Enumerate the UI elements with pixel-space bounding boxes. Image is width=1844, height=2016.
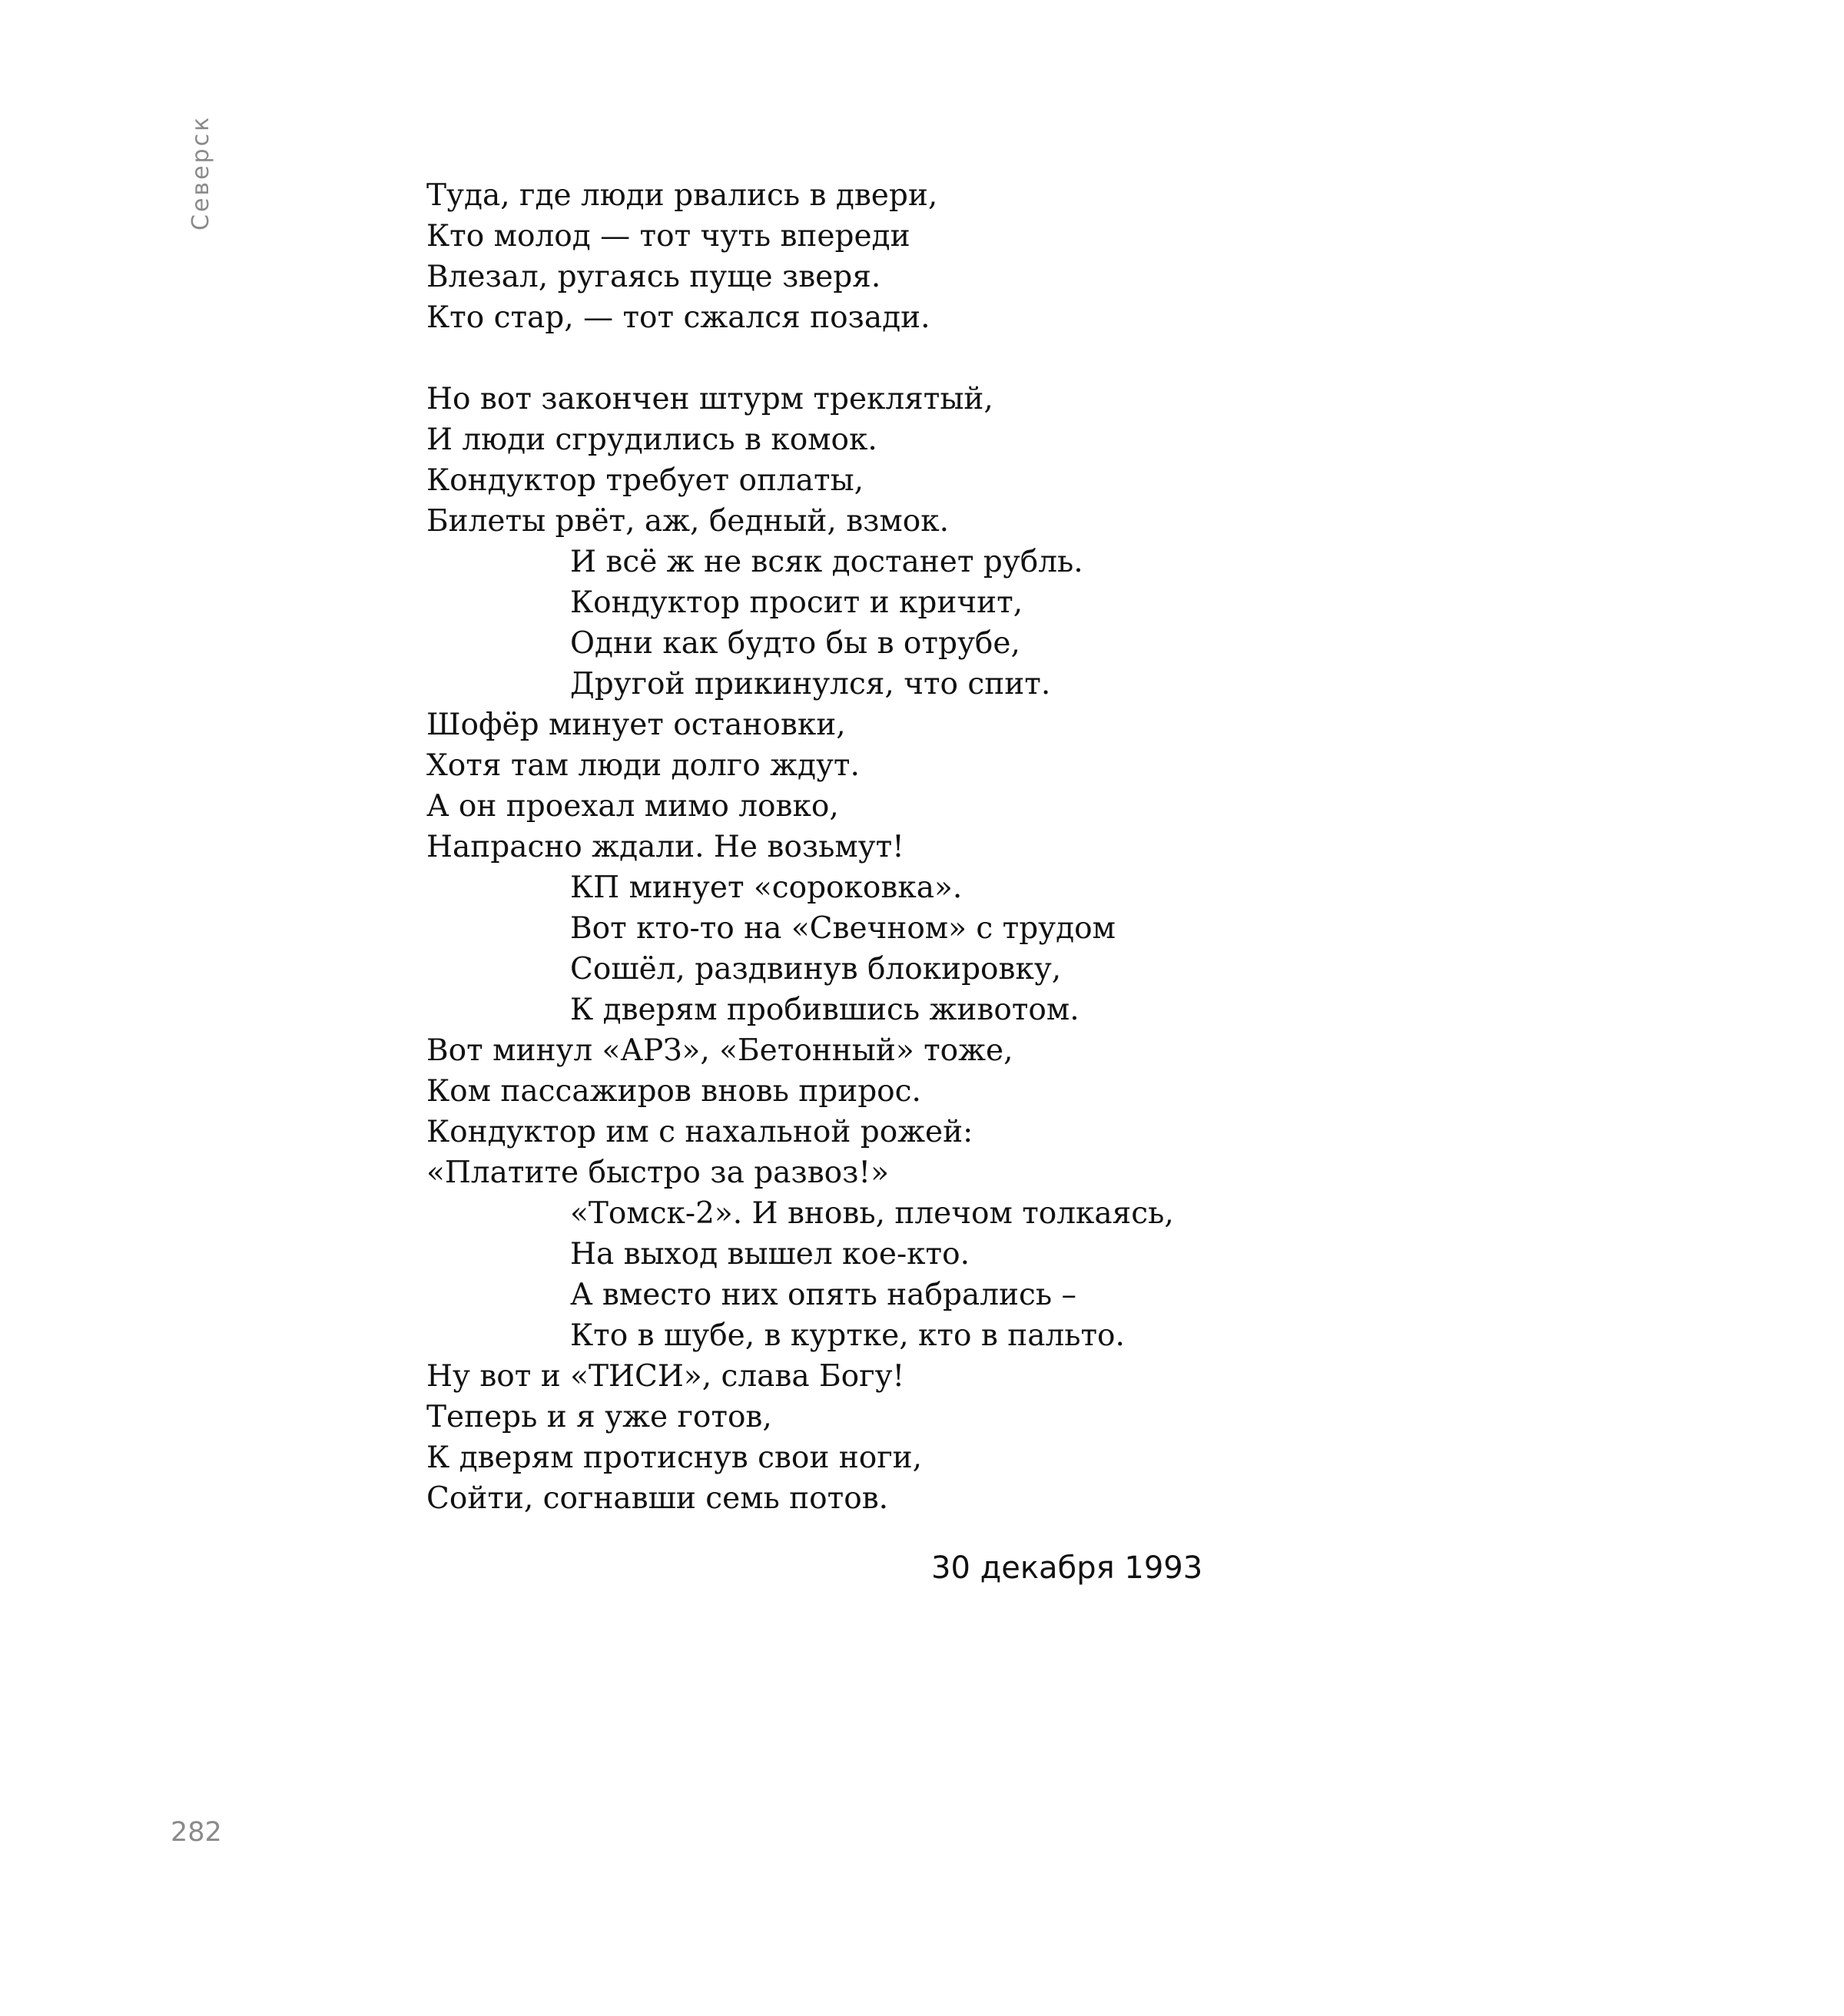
poem-line: Кондуктор им с нахальной рожей: [426, 1115, 973, 1149]
poem-line: Вот кто-то на «Свечном» с трудом [570, 911, 1116, 946]
poem-line: Но вот закончен штурм треклятый, [426, 382, 993, 416]
stanza [426, 175, 1348, 338]
poem-line: Вот минул «АРЗ», «Бетонный» тоже, [426, 1033, 1013, 1068]
poem-line: Сошёл, раздвинув блокировку, [570, 952, 1062, 986]
running-head: Северск [187, 114, 214, 230]
poem-line: Кто в шубе, в куртке, кто в пальто. [570, 1318, 1125, 1353]
poem-line: Шофёр минует остановки, [426, 708, 846, 742]
poem-line: К дверям пробившись животом. [570, 993, 1080, 1027]
poem-line: «Томск-2». И вновь, плечом толкаясь, [570, 1196, 1174, 1231]
poem-line: Кто стар, — тот сжался позади. [426, 300, 930, 335]
poem-line: Ком пассажиров вновь прирос. [426, 1074, 921, 1109]
poem-date: 30 декабря 1993 [931, 1550, 1203, 1586]
poem-line: Ну вот и «ТИСИ», слава Богу! [426, 1359, 905, 1394]
poem-line: Одни как будто бы в отрубе, [570, 626, 1020, 661]
poem-line: Другой прикинулся, что спит. [570, 667, 1051, 701]
poem-line: На выход вышел кое-кто. [570, 1237, 970, 1272]
poem-line: К дверям протиснув свои ноги, [426, 1441, 923, 1475]
poem [426, 175, 1348, 1519]
poem-line: Кто молод — тот чуть впереди [426, 219, 910, 254]
poem-line: А вместо них опять набрались – [570, 1278, 1076, 1312]
poem-line: Кондуктор просит и кричит, [570, 585, 1023, 620]
poem-line: И люди сгрудились в комок. [426, 423, 877, 457]
poem-line: «Платите быстро за развоз!» [426, 1156, 889, 1190]
poem-line: Туда, где люди рвались в двери, [426, 178, 938, 213]
poem-line: И всё ж не всяк достанет рубль. [570, 545, 1083, 579]
poem-line: А он проехал мимо ловко, [426, 789, 839, 824]
poem-line: Сойти, согнавши семь потов. [426, 1481, 889, 1516]
poem-line: Напрасно ждали. Не возьмут! [426, 830, 904, 864]
poem-line: КП минует «сороковка». [570, 870, 963, 905]
poem-line: Влезал, ругаясь пуще зверя. [426, 260, 881, 294]
poem-line: Кондуктор требует оплаты, [426, 463, 864, 498]
poem-line: Хотя там люди долго ждут. [426, 748, 860, 783]
page-number: 282 [171, 1817, 222, 1848]
stanza [426, 379, 1348, 1519]
poem-line: Теперь и я уже готов, [426, 1400, 772, 1434]
poem-line: Билеты рвёт, аж, бедный, взмок. [426, 504, 950, 539]
